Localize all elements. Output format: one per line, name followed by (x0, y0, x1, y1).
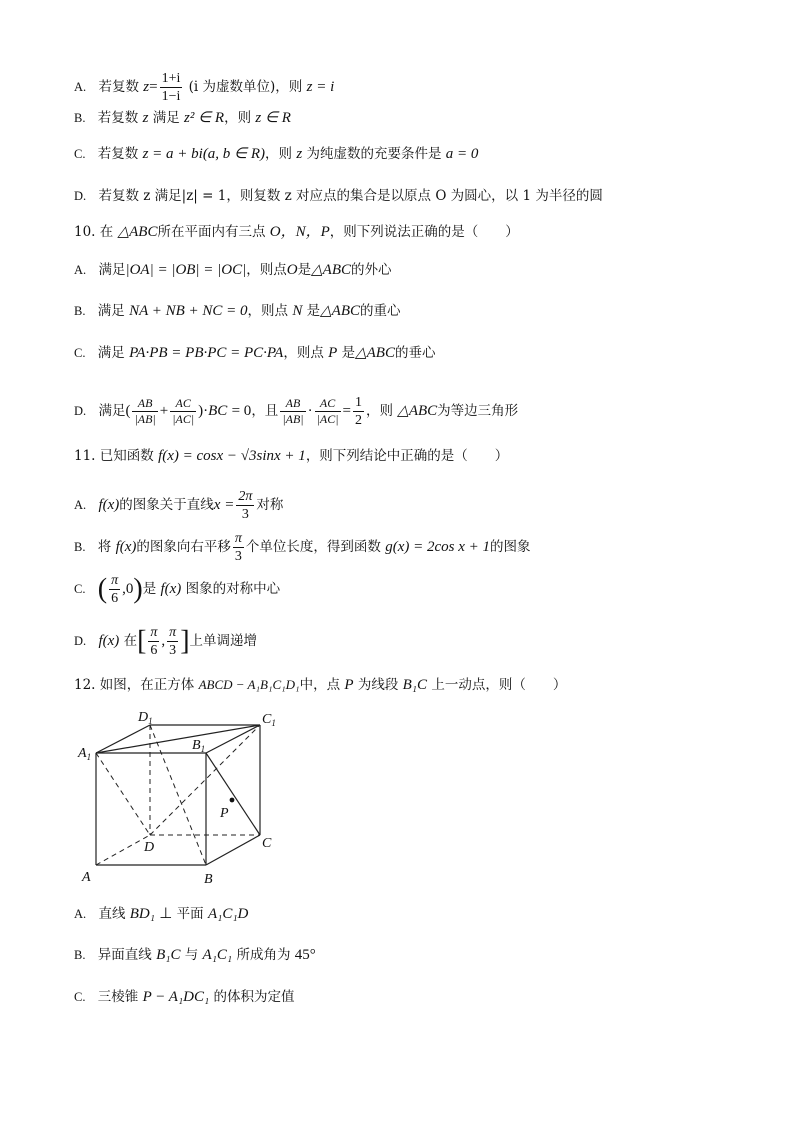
label-b: B (204, 872, 213, 887)
math-expression: BD₁ (129, 906, 155, 922)
math-expression: 45° (294, 947, 316, 963)
fraction-denominator: 2 (354, 413, 362, 428)
math-expression: z ∈ R (255, 110, 291, 126)
q11-option-b (74, 530, 531, 565)
q11-option-d: D. f(x) 在[ $\frac{\pi}{6}$ , $\frac{\pi}{3}$ ]上单调递增 (74, 625, 258, 658)
math-var: z (296, 146, 303, 162)
label-c: C (262, 836, 272, 851)
option-label: B. (74, 540, 86, 554)
math-expression: (a, b ∈ R) (202, 146, 266, 162)
q12-option-c (74, 987, 295, 1007)
math-expression: f(x) (115, 539, 137, 555)
option-text: 平面 (176, 906, 204, 922)
question-text: ，则下列结论中正确的是（ ） (305, 448, 509, 464)
option-text: 为纯虚数的充要条件是 (306, 146, 442, 162)
unit-vector-ab-2: $\frac{AB}{|AB|}$ (282, 396, 304, 426)
fraction-numerator: π (111, 573, 119, 588)
q12-option-b (74, 945, 316, 965)
question-text: 所在平面内有三点 (157, 224, 266, 240)
option-text: 的垂心 (394, 345, 436, 361)
segment-a1c1 (96, 725, 260, 753)
fraction-denominator: 3 (169, 643, 177, 658)
option-text: 为等边三角形 (437, 403, 519, 419)
option-label: D. (74, 404, 87, 418)
q9-option-c (74, 144, 478, 164)
question-text: 上一动点，则（ ） (431, 677, 567, 693)
label-p: P (220, 806, 229, 821)
math-var: N (292, 303, 303, 319)
fraction-numerator: 2π (238, 489, 253, 504)
option-text: 满足 (97, 303, 125, 319)
math-var: P (344, 677, 354, 693)
option-text: 异面直线 (97, 947, 152, 963)
option-text: ，则点 (247, 303, 289, 319)
option-text: (i 为虚数单位)，则 (188, 79, 303, 95)
math-expression: g(x) = 2cos x + 1 (385, 539, 490, 555)
option-text: 是 (142, 581, 157, 597)
q9-option-d (74, 186, 603, 206)
math-expression: △ABC (355, 345, 395, 361)
option-text: 满足 (98, 403, 126, 419)
q10-option-a (74, 260, 392, 280)
fraction-numerator: π (234, 531, 242, 546)
math-expression: z = i (306, 79, 335, 95)
option-label: A. (74, 263, 87, 277)
option-text: 的图象向右平移 (136, 539, 231, 555)
option-text: 是 (341, 345, 356, 361)
question-text: 中，点 (299, 677, 341, 693)
q12-option-a (74, 904, 248, 924)
option-text: 满足 (98, 262, 126, 278)
edge-bc (206, 835, 260, 865)
edge-ad-hidden (96, 835, 150, 865)
math-expression: A₁C₁ (202, 947, 233, 963)
question-number: 11. (74, 448, 96, 464)
fraction-denominator: 6 (150, 643, 158, 658)
math-expression: |OA| = |OB| = |OC| (125, 262, 247, 278)
label-a1: $A_1$ (78, 746, 92, 762)
question-text: 已知函数 (99, 448, 154, 464)
segment-b1c (206, 753, 260, 835)
option-text: 的体积为定值 (213, 989, 295, 1005)
fraction (160, 70, 183, 105)
option-text: 若复数 (97, 146, 139, 162)
unit-vector-ac-2: $\frac{AC}{|AC|}$ (316, 396, 339, 426)
option-text: 图象的对称中心 (185, 581, 281, 597)
question-text: 为线段 (357, 677, 399, 693)
math-expression: △ABC (320, 303, 360, 319)
option-label: A. (74, 498, 87, 512)
q9-option-b (74, 108, 291, 128)
option-text: 的重心 (360, 303, 401, 319)
option-text: ，则点 (283, 345, 324, 361)
point-p (230, 798, 235, 803)
math-expression: △ABC (117, 224, 158, 240)
fraction-denominator: 6 (111, 591, 119, 606)
option-text: ，则 (365, 403, 393, 419)
option-text: 将 (97, 539, 112, 555)
option-text: 的图象关于直线 (119, 497, 214, 513)
q12-stem (74, 675, 566, 695)
math-expression: ABCD − A₁B₁C₁D₁ (198, 677, 300, 692)
fraction (233, 530, 244, 565)
math-expression: f(x) (98, 497, 120, 513)
math-var: O (286, 262, 298, 278)
math-eq: = (149, 79, 158, 95)
option-label: A. (74, 907, 87, 921)
option-text: 满足 (152, 110, 180, 126)
option-label: C. (74, 990, 86, 1004)
fraction-numerator: 1+i (161, 71, 181, 86)
math-expression: PA·PB = PB·PC = PC·PA (129, 345, 284, 361)
q10-option-b (74, 301, 401, 321)
fraction (109, 572, 120, 607)
fraction-numerator: π (169, 625, 177, 640)
option-text: ，则 (224, 110, 252, 126)
option-text: 若复数 (98, 79, 139, 95)
option-label: B. (74, 304, 86, 318)
option-text: 所成角为 (236, 947, 291, 963)
label-c1: $C_1$ (262, 712, 276, 728)
option-text: ，则 (265, 146, 293, 162)
math-expression: A₁C₁D (207, 906, 249, 922)
option-text: ，且 (251, 403, 279, 419)
option-label: B. (74, 948, 86, 962)
q10-option-d: D. 满足( $\frac{AB}{|AB|}$ + $\frac{AC}{|AC|}$ )·BC = 0，且 $\frac{AB}{|AB|}$ · $\frac{AC}{|AC|}$ = $\frac{1}{2}$ ，则 △ABC为等边三角形 (74, 395, 519, 428)
option-label: D. (74, 189, 87, 203)
question-text: 如图，在正方体 (99, 677, 195, 693)
option-text: 的外心 (351, 262, 392, 278)
math-expression: f(x) (160, 581, 182, 597)
q9-option-a (74, 70, 334, 105)
math-expression: z² ∈ R (184, 110, 225, 126)
option-label: A. (74, 80, 87, 94)
fraction (167, 624, 178, 659)
label-b1: $B_1$ (192, 738, 206, 754)
q11-option-a (74, 488, 283, 523)
fraction-numerator: π (150, 625, 158, 640)
math-var: z (143, 79, 150, 95)
option-text: ，则点 (246, 262, 287, 278)
unit-vector-ab: $\frac{AB}{|AB|}$ (134, 396, 156, 426)
unit-vector-ac: $\frac{AC}{|AC|}$ (172, 396, 195, 426)
option-text: 在 (123, 633, 138, 649)
option-text: 上单调递增 (189, 633, 258, 649)
option-text: 个单位长度，得到函数 (245, 539, 381, 555)
math-expression: B₁C (402, 677, 428, 693)
math-expression: B₁C (156, 947, 181, 963)
fraction (236, 488, 254, 523)
fraction-denominator: 3 (241, 507, 249, 522)
option-text: 是 (297, 262, 312, 278)
math-expression: P − A₁DC₁ (142, 989, 210, 1005)
q11-option-c: C. ( $\frac{\pi}{6}$ ,0)是 f(x) 图象的对称中心 (74, 573, 281, 606)
label-d: D (144, 840, 155, 855)
cube-figure (74, 705, 294, 890)
question-text: 在 (99, 224, 114, 240)
option-text: 三棱锥 (97, 989, 139, 1005)
option-label: D. (74, 634, 87, 648)
option-text: 的图象 (490, 539, 531, 555)
math-expression: f(x) (98, 633, 120, 649)
fraction (148, 624, 159, 659)
math-expression: a = 0 (445, 146, 479, 162)
option-label: B. (74, 111, 86, 125)
fraction-numerator: 1 (354, 395, 362, 410)
option-label: C. (74, 346, 86, 360)
math-expression: △ABC (311, 262, 351, 278)
math-expression: O，N，P (269, 224, 330, 240)
option-text: 若复数 z 满足|z| = 1，则复数 z 对应点的集合是以原点 O 为圆心，以 1 为半径的圆 (98, 188, 603, 204)
math-expression: △ABC (397, 403, 438, 419)
option-text: 满足 (97, 345, 125, 361)
math-symbol: ⊥ (159, 906, 173, 922)
math-expression: ,0 (122, 581, 134, 597)
fraction (353, 394, 364, 429)
math-var: z (142, 110, 149, 126)
math-expression: z = a + bi (142, 146, 203, 162)
math-var: P (328, 345, 338, 361)
question-number: 12. (74, 677, 96, 693)
fraction-denominator: 3 (234, 549, 242, 564)
option-label: C. (74, 147, 86, 161)
option-label: C. (74, 582, 86, 596)
question-text: ，则下列说法正确的是（ ） (329, 224, 519, 240)
q11-stem (74, 446, 508, 466)
math-expression: f(x) = cosx − √3sinx + 1 (158, 448, 306, 464)
question-number: 10. (74, 224, 96, 240)
fraction-denominator: 1−i (161, 89, 181, 104)
q10-option-c (74, 343, 435, 363)
label-a: A (82, 870, 91, 885)
segment-a1d-hidden (96, 753, 150, 835)
option-text: 对称 (256, 497, 284, 513)
option-text: 直线 (98, 906, 126, 922)
label-d1: $D_1$ (138, 710, 153, 726)
math-expression: x = (213, 497, 235, 513)
option-text: 是 (306, 303, 321, 319)
option-text: 与 (184, 947, 199, 963)
option-text: 若复数 (97, 110, 139, 126)
math-eq: = 0 (231, 403, 252, 419)
math-expression: NA + NB + NC = 0 (129, 303, 248, 319)
q10-stem (74, 222, 519, 242)
